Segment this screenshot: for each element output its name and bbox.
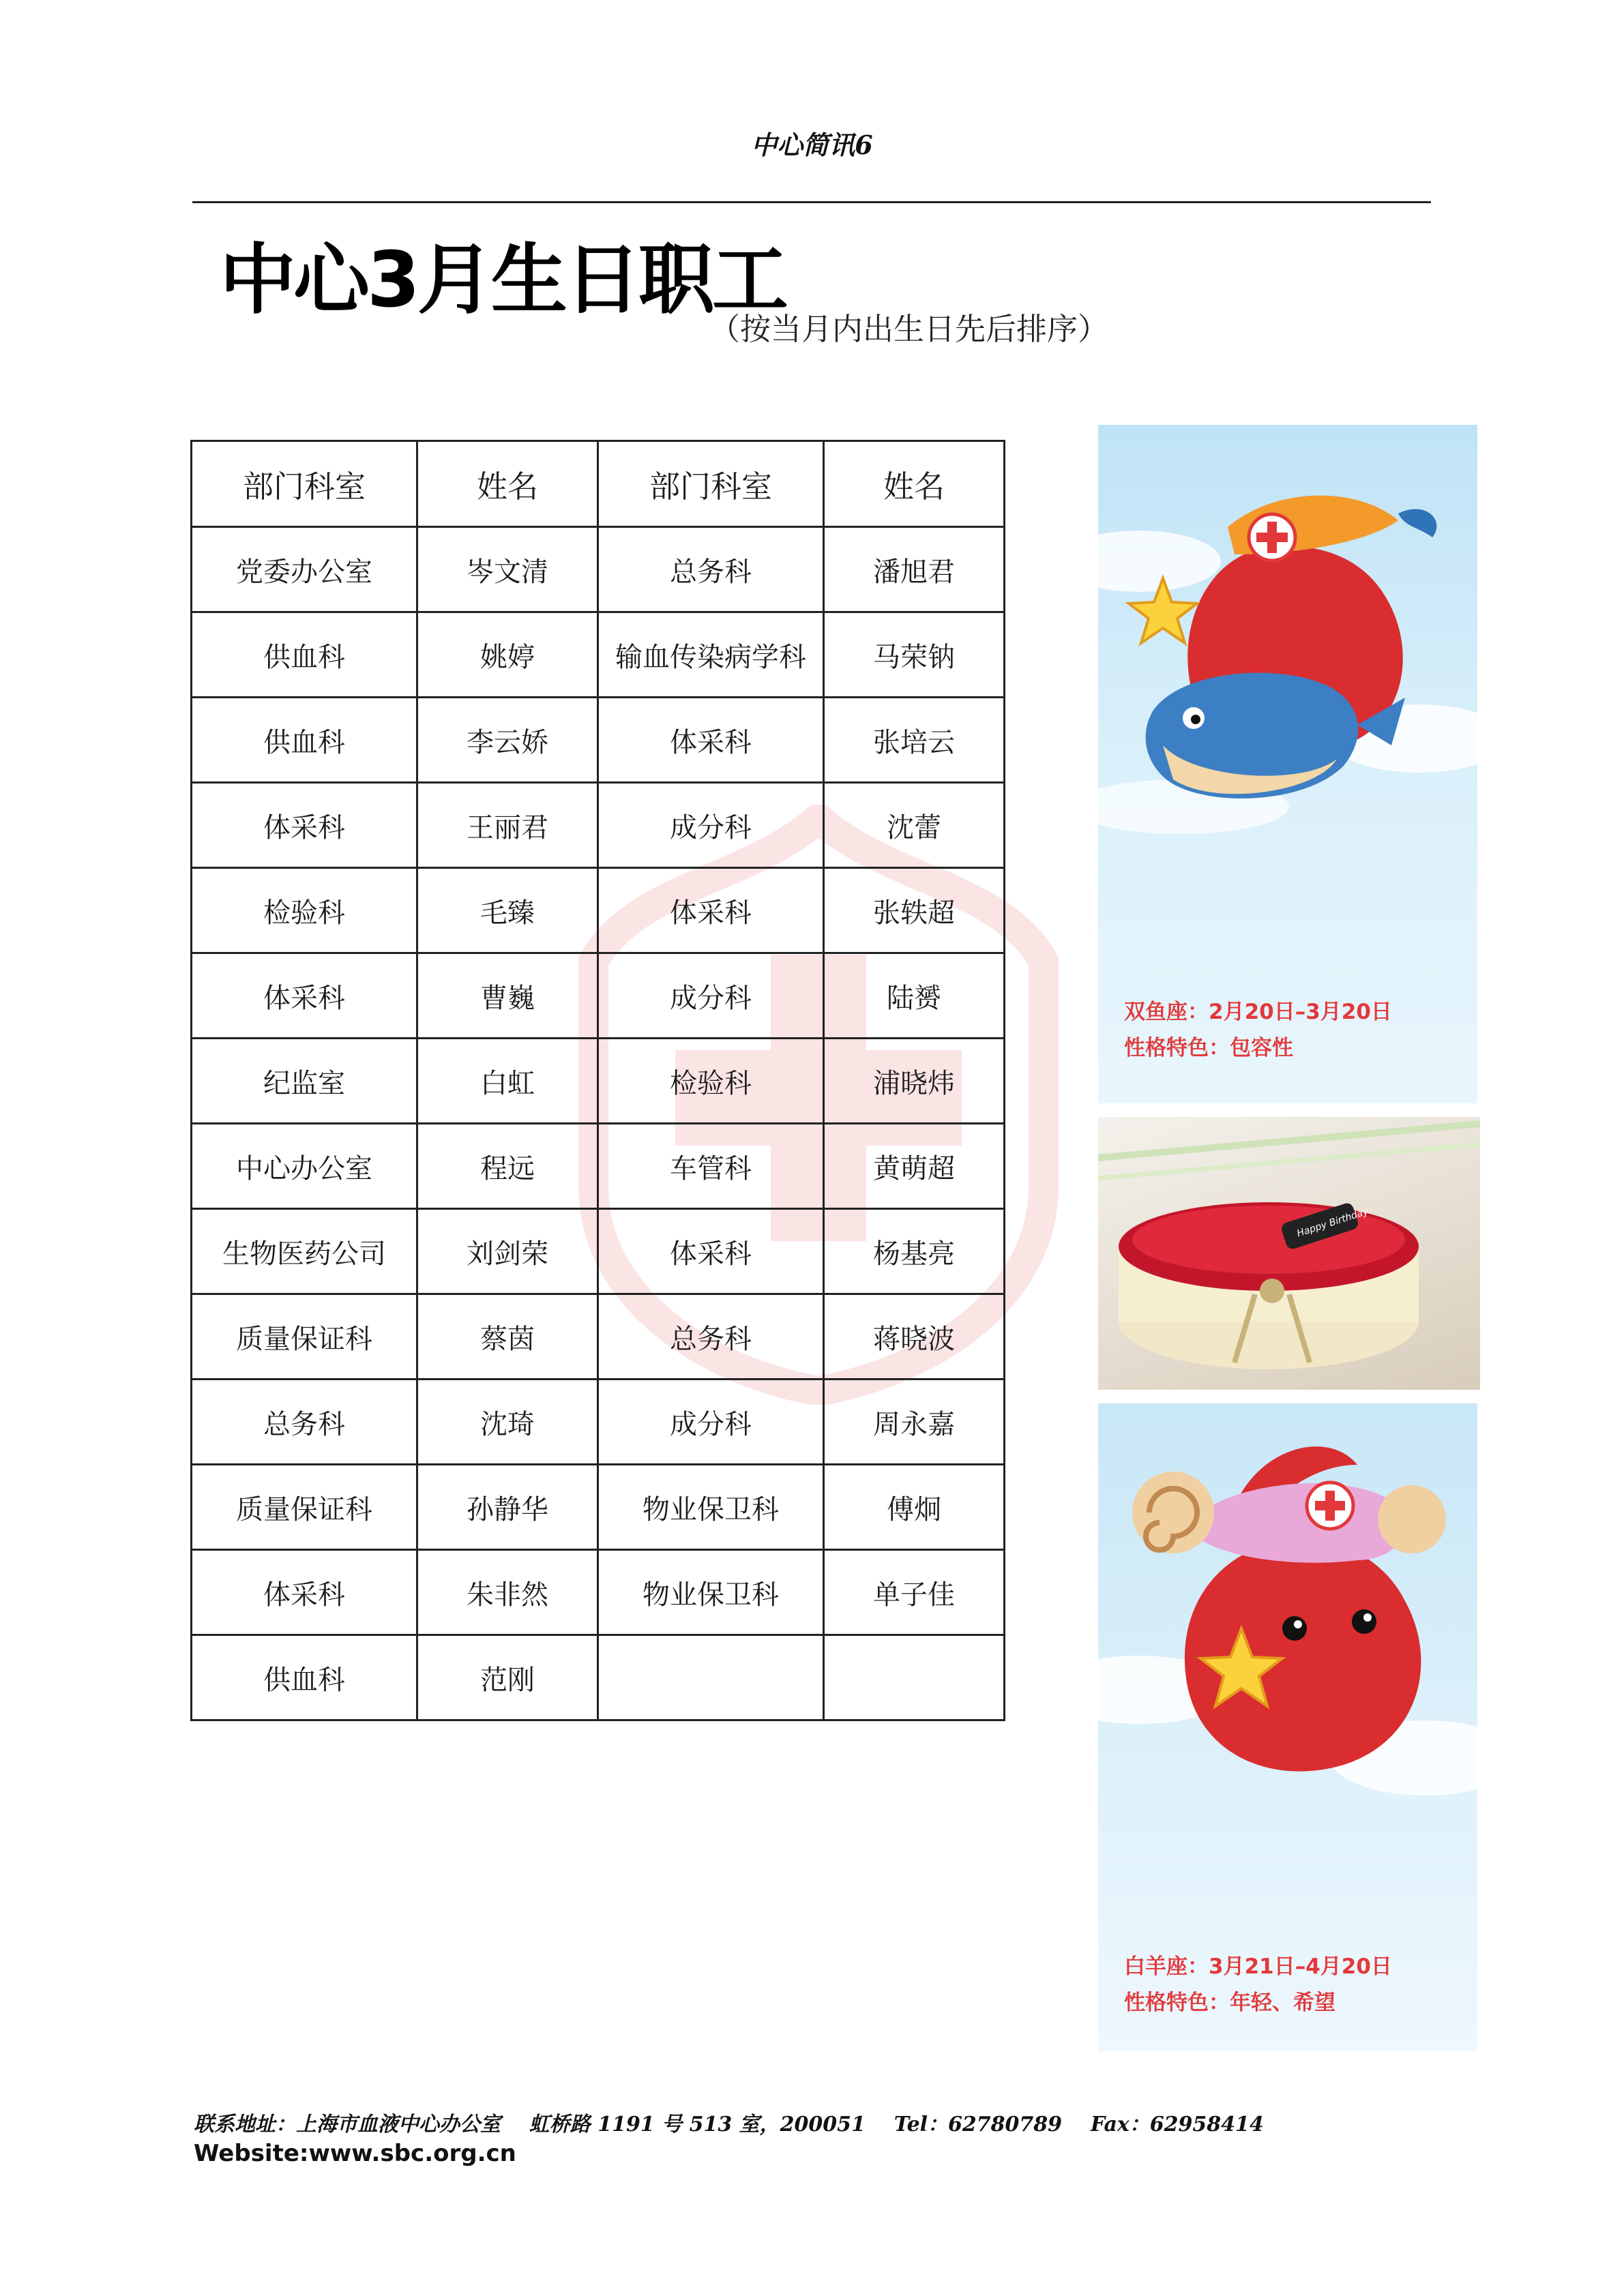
- table-row: [192, 1550, 1005, 1635]
- cell-department-1: 质量保证科: [192, 1465, 417, 1550]
- cell-department-2: 车管科: [598, 1124, 824, 1209]
- page-subtitle: （按当月内出生日先后排序）: [709, 311, 1109, 347]
- cell-department-2: 输血传染病学科: [598, 612, 824, 698]
- header-name-1: 姓名: [417, 441, 598, 527]
- cell-name-2: 张培云: [824, 698, 1005, 783]
- cell-department-1: 党委办公室: [192, 527, 417, 612]
- aries-mascot-panel: [1098, 1403, 1477, 2051]
- cell-department-2: 检验科: [598, 1039, 824, 1124]
- cell-name-2: 浦晓炜: [824, 1039, 1005, 1124]
- table-row: [192, 1209, 1005, 1294]
- table-row: [192, 698, 1005, 783]
- table-row: [192, 527, 1005, 612]
- cell-name-1: 刘剑荣: [417, 1209, 598, 1294]
- cell-name-1: 岑文清: [417, 527, 598, 612]
- header-divider: [192, 201, 1431, 203]
- cell-department-1: 质量保证科: [192, 1294, 417, 1380]
- cell-department-2: 总务科: [598, 1294, 824, 1380]
- cell-name-2: 潘旭君: [824, 527, 1005, 612]
- cake-topper-text: Happy Birthday: [1295, 1206, 1370, 1240]
- footer-contact-address: 联系地址：上海市血液中心办公室 虹桥路 1191 号 513 室，200051 Tel：62780789 Fax：62958414: [194, 2113, 1264, 2136]
- cell-name-1: 程远: [417, 1124, 598, 1209]
- aries-trait: 性格特色：年轻、希望: [1124, 1991, 1335, 2015]
- pisces-date-range: 双鱼座：2月20日–3月20日: [1124, 1000, 1392, 1024]
- cell-department-1: 供血科: [192, 698, 417, 783]
- cell-department-1: 总务科: [192, 1380, 417, 1465]
- cell-department-2: 成分科: [598, 783, 824, 868]
- table-row: [192, 783, 1005, 868]
- cell-department-1: 纪监室: [192, 1039, 417, 1124]
- cell-department-2: 物业保卫科: [598, 1550, 824, 1635]
- cell-department-2: 成分科: [598, 953, 824, 1039]
- cell-name-1: 毛臻: [417, 868, 598, 953]
- cell-name-1: 李云娇: [417, 698, 598, 783]
- cell-department-2: 总务科: [598, 527, 824, 612]
- cell-name-2: 蒋晓波: [824, 1294, 1005, 1380]
- cell-department-2: 体采科: [598, 1209, 824, 1294]
- cell-name-2: 杨基亮: [824, 1209, 1005, 1294]
- cell-name-1: 沈琦: [417, 1380, 598, 1465]
- cell-department-1: 体采科: [192, 783, 417, 868]
- table-row: [192, 1380, 1005, 1465]
- cake-icon: [1098, 1117, 1480, 1390]
- birthday-cake-photo: [1098, 1117, 1480, 1390]
- cell-name-2: 单子佳: [824, 1550, 1005, 1635]
- pisces-mascot-panel: [1098, 425, 1477, 1103]
- cell-name-2: 张轶超: [824, 868, 1005, 953]
- cell-department-1: 中心办公室: [192, 1124, 417, 1209]
- cell-name-1: 蔡茵: [417, 1294, 598, 1380]
- cell-name-1: 朱非然: [417, 1550, 598, 1635]
- table-row: [192, 1039, 1005, 1124]
- cell-name-1: 姚婷: [417, 612, 598, 698]
- cell-name-2: [824, 1635, 1005, 1720]
- cell-name-2: 陆赟: [824, 953, 1005, 1039]
- aries-date-range: 白羊座：3月21日–4月20日: [1124, 1954, 1392, 1979]
- table-row: [192, 612, 1005, 698]
- cell-name-2: 傅炯: [824, 1465, 1005, 1550]
- pisces-trait: 性格特色：包容性: [1124, 1036, 1293, 1060]
- table-row: [192, 868, 1005, 953]
- cell-department-2: 物业保卫科: [598, 1465, 824, 1550]
- cell-department-1: 生物医药公司: [192, 1209, 417, 1294]
- cell-name-1: 孙静华: [417, 1465, 598, 1550]
- table-row: [192, 1465, 1005, 1550]
- table-row: [192, 1635, 1005, 1720]
- header-department-1: 部门科室: [192, 441, 417, 527]
- cell-department-2: 体采科: [598, 698, 824, 783]
- table-row: [192, 1124, 1005, 1209]
- cell-department-1: 供血科: [192, 1635, 417, 1720]
- header-name-2: 姓名: [824, 441, 1005, 527]
- cell-name-2: 沈蕾: [824, 783, 1005, 868]
- footer-website: Website:www.sbc.org.cn: [194, 2140, 516, 2167]
- table-row: [192, 1294, 1005, 1380]
- page-title: 中心3月生日职工: [220, 236, 786, 325]
- cell-department-2: 成分科: [598, 1380, 824, 1465]
- cell-name-2: 周永嘉: [824, 1380, 1005, 1465]
- birthday-staff-table: [190, 440, 1005, 1721]
- cell-department-2: 体采科: [598, 868, 824, 953]
- cell-department-1: 体采科: [192, 953, 417, 1039]
- newsletter-header: 中心简讯6: [751, 130, 873, 160]
- cell-name-2: 马荣钠: [824, 612, 1005, 698]
- table-row: [192, 953, 1005, 1039]
- cell-name-1: 白虹: [417, 1039, 598, 1124]
- cell-department-1: 检验科: [192, 868, 417, 953]
- header-department-2: 部门科室: [598, 441, 824, 527]
- cell-name-2: 黄萌超: [824, 1124, 1005, 1209]
- table-header-row: [192, 441, 1005, 527]
- cell-name-1: 曹巍: [417, 953, 598, 1039]
- cell-department-2: [598, 1635, 824, 1720]
- cell-name-1: 王丽君: [417, 783, 598, 868]
- cell-name-1: 范刚: [417, 1635, 598, 1720]
- cell-department-1: 供血科: [192, 612, 417, 698]
- cell-department-1: 体采科: [192, 1550, 417, 1635]
